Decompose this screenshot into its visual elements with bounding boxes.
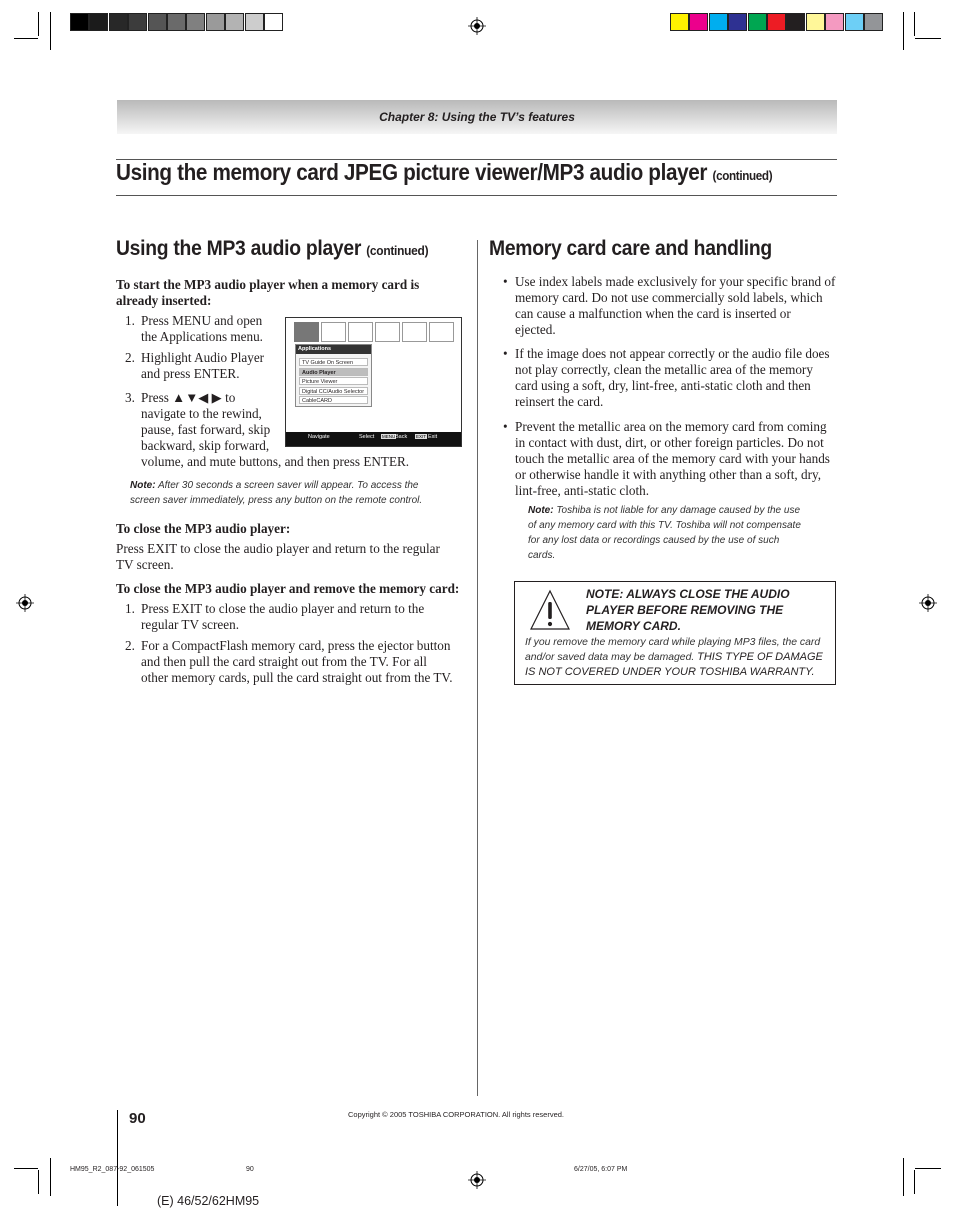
color-swatch xyxy=(728,13,747,31)
start-step-2 xyxy=(125,350,275,382)
remove-step-2 xyxy=(125,638,470,686)
step-line: pause, fast forward, skip xyxy=(141,422,271,437)
registration-mark-icon xyxy=(16,594,34,612)
crop-mark xyxy=(915,1168,941,1169)
osd-footer-navigate: Navigate xyxy=(308,434,330,440)
step-number: 1. xyxy=(125,313,135,328)
crop-mark xyxy=(903,1158,904,1196)
step-line: the Applications menu. xyxy=(141,329,263,344)
bullet-marker: • xyxy=(503,419,508,434)
crop-mark xyxy=(14,38,38,39)
page-title-main: Using the memory card JPEG picture viewer/MP3 audio player xyxy=(116,159,708,185)
osd-menu-item[interactable]: Digital CC/Audio Selector xyxy=(299,387,368,395)
start-step-1 xyxy=(125,313,275,345)
remove-heading: To close the MP3 audio player and remove the memory card: xyxy=(116,581,460,596)
mp3-heading-suffix: (continued) xyxy=(366,243,429,258)
warning-title-line: MEMORY CARD. xyxy=(586,619,681,633)
bullet-line: in contact with dust, dirt, or other foreign particles. Do not xyxy=(515,435,824,450)
gray-swatch xyxy=(70,13,89,31)
color-swatch xyxy=(767,13,786,31)
crop-mark xyxy=(14,1168,38,1169)
step-line: Press ▲▼◀ ▶ to xyxy=(141,390,236,405)
step-number: 1. xyxy=(125,601,135,616)
step-line: other memory cards, pull the card straight out from the TV. xyxy=(141,670,453,685)
step-number: 2. xyxy=(125,350,135,365)
bullet-line: Prevent the metallic area on the memory card from coming xyxy=(515,419,827,434)
close-text-line1: Press EXIT to close the audio player and return to the regular xyxy=(116,541,440,556)
start-heading-line1: To start the MP3 audio player when a memory card is xyxy=(116,277,420,292)
remove-step-1 xyxy=(125,601,470,633)
warning-title-line: NOTE: ALWAYS CLOSE THE AUDIO xyxy=(586,587,790,601)
mp3-section-heading xyxy=(116,237,428,261)
registration-mark-icon xyxy=(468,17,486,35)
color-swatch xyxy=(748,13,767,31)
warning-emphasis-text: IS NOT COVERED UNDER YOUR TOSHIBA WARRANTY. xyxy=(525,666,815,678)
bullet-line: Use index labels made exclusively for your specific brand of xyxy=(515,274,836,289)
step-line: navigate to the rewind, xyxy=(141,406,262,421)
note-text: for any lost data or recordings caused by the use of such xyxy=(528,535,780,546)
osd-lock-icon xyxy=(402,322,427,342)
osd-footer-select: Select xyxy=(359,434,375,440)
step-line: and press ENTER. xyxy=(141,366,240,381)
warning-title-line: PLAYER BEFORE REMOVING THE xyxy=(586,603,784,617)
gray-swatch xyxy=(148,13,167,31)
warning-body-line: If you remove the memory card while playing MP3 files, the card xyxy=(525,637,821,648)
gray-swatch xyxy=(225,13,244,31)
bullet-line: reinsert the card. xyxy=(515,394,604,409)
color-swatch xyxy=(845,13,864,31)
osd-footer-exit: Exit xyxy=(428,434,438,440)
care-bullet-1 xyxy=(515,274,845,338)
note-text: Toshiba is not liable for any damage caused by the use xyxy=(556,505,801,516)
osd-footer-bar xyxy=(286,432,461,446)
copyright: Copyright © 2005 TOSHIBA CORPORATION. All rights reserved. xyxy=(348,1110,565,1119)
crop-mark xyxy=(38,1170,39,1194)
registration-mark-icon xyxy=(468,1171,486,1189)
close-heading: To close the MP3 audio player: xyxy=(116,521,291,536)
screensaver-note-line2: screen saver immediately, press any button on the remote control. xyxy=(130,495,423,506)
slug-filename: HM95_R2_087-92_061505 xyxy=(70,1166,155,1173)
slug-date: 6/27/05, 6:07 PM xyxy=(574,1166,628,1173)
gray-swatch xyxy=(128,13,147,31)
note-text: of any memory card with this TV. Toshiba will not compensate xyxy=(528,520,801,531)
color-swatch xyxy=(689,13,708,31)
warning-title xyxy=(586,586,790,634)
title-rule-bottom xyxy=(116,195,837,196)
crop-mark xyxy=(38,12,39,36)
osd-menu-item[interactable]: CableCARD xyxy=(299,396,368,404)
osd-applications-menu xyxy=(295,344,372,407)
column-divider xyxy=(477,240,478,1096)
osd-menu-item[interactable]: Audio Player xyxy=(299,368,368,376)
osd-footer-back: Back xyxy=(395,434,408,440)
color-swatch xyxy=(709,13,728,31)
model-number: (E) 46/52/62HM95 xyxy=(157,1194,260,1208)
osd-setup-tab-icon xyxy=(375,322,400,342)
bullet-line: ejected. xyxy=(515,322,556,337)
warning-body xyxy=(525,635,830,680)
warning-box xyxy=(514,581,836,685)
bullet-line: memory card. Do not use commercially sold labels, which xyxy=(515,290,823,305)
bullet-marker: • xyxy=(503,274,508,289)
bullet-line: If the image does not appear correctly or the audio file does xyxy=(515,346,830,361)
osd-menu-item[interactable]: Picture Viewer xyxy=(299,377,368,385)
color-swatch xyxy=(825,13,844,31)
step-number: 2. xyxy=(125,638,135,653)
gray-swatch xyxy=(264,13,283,31)
screensaver-note xyxy=(130,478,419,493)
osd-picture-tab-icon xyxy=(294,322,319,342)
gray-swatch xyxy=(245,13,264,31)
note-label: Note: xyxy=(130,480,156,491)
care-section-heading: Memory card care and handling xyxy=(489,237,772,260)
gray-swatch xyxy=(167,13,186,31)
gray-swatch xyxy=(206,13,225,31)
color-swatch xyxy=(670,13,689,31)
bullet-line: card using a soft, dry, lint-free, anti-static cloth and then xyxy=(515,378,811,393)
bullet-line: lint-free, anti-static cloth. xyxy=(515,483,650,498)
step-line: backward, skip forward, xyxy=(141,438,270,453)
care-bullet-3 xyxy=(515,419,845,499)
step-line: regular TV screen. xyxy=(141,617,240,632)
gray-swatch xyxy=(89,13,108,31)
page-title xyxy=(116,159,772,186)
crop-mark xyxy=(50,1158,51,1196)
note-label: Note: xyxy=(528,505,554,516)
step-line: Press MENU and open xyxy=(141,313,263,328)
note-text: After 30 seconds a screen saver will appear. To access the xyxy=(157,480,419,491)
warning-triangle-icon xyxy=(529,589,571,631)
mp3-heading-main: Using the MP3 audio player xyxy=(116,237,362,260)
bullet-line: or otherwise handle it with anything other than a soft, dry, xyxy=(515,467,822,482)
osd-applications-tab-icon xyxy=(429,322,454,342)
osd-icon-row xyxy=(294,322,454,342)
crop-mark xyxy=(914,12,915,36)
close-text-line2: TV screen. xyxy=(116,557,174,572)
step-line: Highlight Audio Player xyxy=(141,350,265,365)
osd-menu-item[interactable]: TV Guide On Screen xyxy=(299,358,368,366)
gray-swatch xyxy=(109,13,128,31)
page-number: 90 xyxy=(129,1110,146,1127)
registration-mark-icon xyxy=(919,594,937,612)
bullet-line: can cause a malfunction when the card is inserted or xyxy=(515,306,791,321)
warning-emphasis-text: THIS TYPE OF DAMAGE xyxy=(697,651,823,663)
crop-mark xyxy=(914,1170,915,1194)
step-line: and then pull the card straight out from the TV. For all xyxy=(141,654,427,669)
step-line: Press EXIT to close the audio player and return to the xyxy=(141,601,425,616)
color-swatch xyxy=(864,13,883,31)
page-title-suffix: (continued) xyxy=(712,168,773,183)
footer-margin-line xyxy=(117,1110,118,1206)
chapter-title: Chapter 8: Using the TV’s features xyxy=(379,110,575,124)
start-heading-line2: already inserted: xyxy=(116,293,212,308)
care-bullet-2 xyxy=(515,346,845,410)
gray-swatch xyxy=(186,13,205,31)
color-swatch xyxy=(786,13,805,31)
osd-music-note-icon xyxy=(348,322,373,342)
step-number: 3. xyxy=(125,390,135,405)
liability-note xyxy=(528,503,828,563)
warning-body-text: and/or saved data may be damaged. xyxy=(525,652,695,663)
note-text: cards. xyxy=(528,550,556,561)
osd-footer-back-key: MENU xyxy=(382,434,396,439)
bullet-marker: • xyxy=(503,346,508,361)
crop-mark xyxy=(50,12,51,50)
osd-audio-tab-icon xyxy=(321,322,346,342)
slug-page: 90 xyxy=(246,1166,254,1173)
step-line: volume, and mute buttons, and then press ENTER. xyxy=(141,454,410,469)
bullet-line: not play correctly, clean the metallic area of the memory xyxy=(515,362,813,377)
crop-mark xyxy=(915,38,941,39)
bullet-line: touch the metallic area of the memory card with your hands xyxy=(515,451,830,466)
osd-menu-title: Applications xyxy=(296,345,371,354)
color-swatch xyxy=(806,13,825,31)
crop-mark xyxy=(903,12,904,50)
step-line: For a CompactFlash memory card, press the ejector button xyxy=(141,638,451,653)
osd-footer-exit-key: EXIT xyxy=(416,434,427,439)
